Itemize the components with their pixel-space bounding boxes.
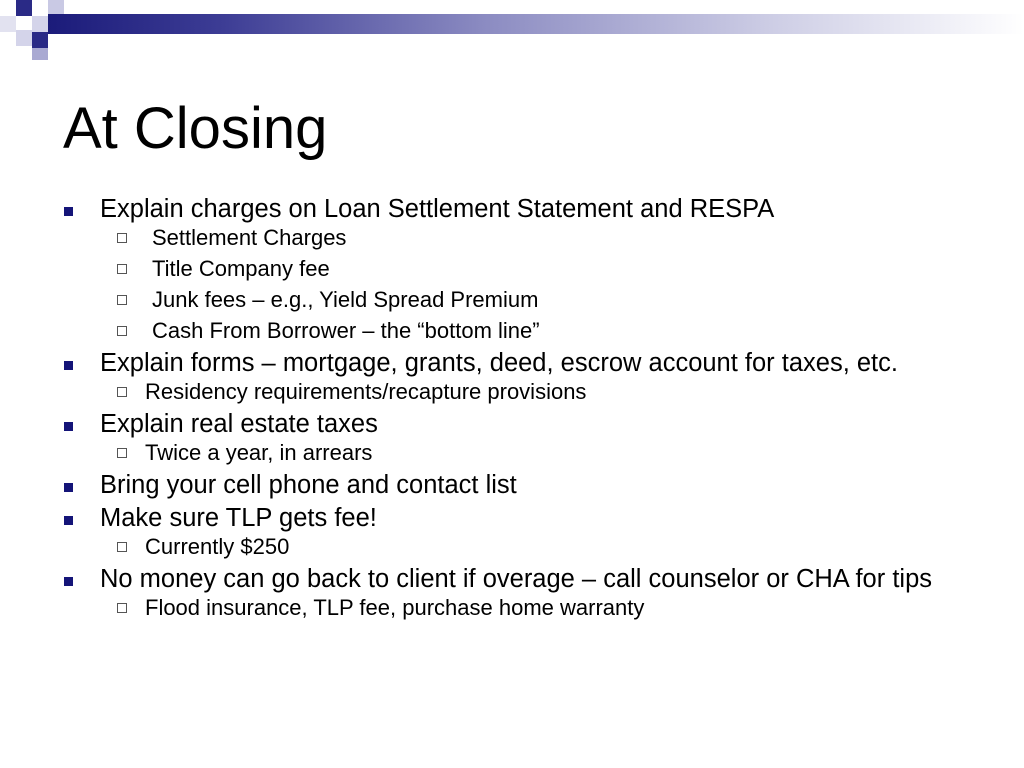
hollow-square-bullet-icon: [117, 295, 127, 305]
bullet-item: [62, 196, 962, 344]
sub-bullet-item: [100, 318, 962, 344]
sub-bullet-list: [100, 534, 962, 560]
hollow-square-bullet-icon: [117, 448, 127, 458]
sub-bullet-text: Title Company fee: [152, 256, 330, 281]
square-bullet-icon: [64, 483, 73, 492]
sub-bullet-text: Junk fees – e.g., Yield Spread Premium: [152, 287, 539, 312]
square-bullet-icon: [64, 577, 73, 586]
bullet-item: [62, 472, 962, 499]
sub-bullet-text: Twice a year, in arrears: [145, 440, 373, 465]
decor-square: [16, 0, 32, 16]
sub-bullet-list: [100, 225, 962, 344]
bullet-list: [62, 196, 962, 627]
bullet-text: Make sure TLP gets fee!: [100, 504, 377, 532]
bullet-item: [62, 505, 962, 560]
bullet-text: Explain real estate taxes: [100, 410, 378, 438]
sub-bullet-item: [100, 379, 962, 405]
bullet-text: Bring your cell phone and contact list: [100, 471, 517, 499]
sub-bullet-list: [100, 379, 962, 405]
square-bullet-icon: [64, 207, 73, 216]
bullet-text: No money can go back to client if overage – call counselor or CHA for tips: [100, 565, 932, 593]
sub-bullet-item: [100, 287, 962, 313]
bullet-text: Explain charges on Loan Settlement Statement and RESPA: [100, 195, 775, 223]
decor-square: [0, 16, 16, 32]
slide-title: At Closing: [63, 96, 328, 161]
square-bullet-icon: [64, 516, 73, 525]
hollow-square-bullet-icon: [117, 387, 127, 397]
decor-square: [32, 16, 48, 32]
header-gradient-band: [48, 14, 1024, 34]
hollow-square-bullet-icon: [117, 233, 127, 243]
sub-bullet-text: Cash From Borrower – the “bottom line”: [152, 318, 540, 343]
decor-square: [32, 32, 48, 48]
sub-bullet-list: [100, 440, 962, 466]
sub-bullet-text: Flood insurance, TLP fee, purchase home warranty: [145, 595, 645, 620]
decor-square: [48, 0, 64, 14]
sub-bullet-item: [100, 225, 962, 251]
sub-bullet-item: [100, 440, 962, 466]
bullet-item: [62, 566, 962, 621]
hollow-square-bullet-icon: [117, 542, 127, 552]
square-bullet-icon: [64, 361, 73, 370]
sub-bullet-item: [100, 595, 962, 621]
bullet-text: Explain forms – mortgage, grants, deed, escrow account for taxes, etc.: [100, 349, 898, 377]
bullet-item: [62, 350, 962, 405]
hollow-square-bullet-icon: [117, 603, 127, 613]
hollow-square-bullet-icon: [117, 264, 127, 274]
sub-bullet-text: Residency requirements/recapture provisions: [145, 379, 587, 404]
hollow-square-bullet-icon: [117, 326, 127, 336]
sub-bullet-text: Currently $250: [145, 534, 290, 559]
sub-bullet-item: [100, 256, 962, 282]
decor-square: [16, 30, 32, 46]
decor-square: [32, 48, 48, 60]
sub-bullet-text: Settlement Charges: [152, 225, 347, 250]
sub-bullet-list: [100, 595, 962, 621]
bullet-item: [62, 411, 962, 466]
sub-bullet-item: [100, 534, 962, 560]
square-bullet-icon: [64, 422, 73, 431]
